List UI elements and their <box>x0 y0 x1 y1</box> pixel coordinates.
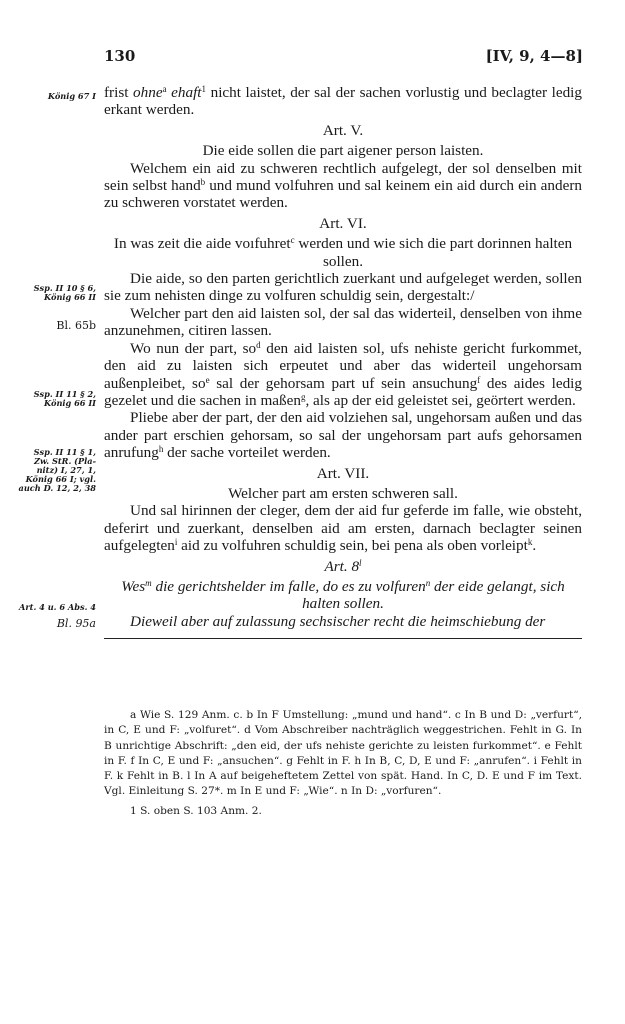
paragraph: Wo nun der part, $so^d$ den aid laisten sol, ufs nehiste gericht furkommet, den aid zu laisten sich erpeutet und aber das widerteil ungehorsam außenpleibet, $so^e$ sal der gehorsam part uf sein ansuchung$^f$ des aides ledig gezelet und die sachen in maßen$^g$, als ap der eid geleistet sei, geörtert werden. <box>104 339 582 409</box>
footnotes <box>104 708 582 819</box>
article-number: Art. VII. <box>316 464 370 482</box>
paragraph: Welcher part den aid laisten sol, der sal das widerteil, denselben von ihme anzunehmen, citiren lassen. <box>104 304 582 340</box>
margin-note: König 66 II <box>44 292 96 302</box>
margin-note: Ssp. II 11 § 1, <box>33 447 96 457</box>
page-number: 130 <box>104 47 136 65</box>
main-text <box>104 84 582 639</box>
paragraph: Die aide, so den parten gerichtlich zuerkant und aufgeleget werden, sollen sie zum nehisten dinge zu volfuren schuldig sein, dergestalt:/ <box>104 270 582 305</box>
paragraph: Welchem ein aid zu schweren rechtlich aufgelegt, der sol denselben mit sein selbst hand$^b$ und mund volfuhren und sal keinem ein aid durch ein andern zu schweren vorstatet werden. <box>104 159 582 212</box>
article-number: Art. V. <box>322 121 364 139</box>
margin-note: Zw. StR. (Pla- <box>34 456 96 466</box>
margin-note: Ssp. II 11 § 2, <box>33 389 96 399</box>
article-heading: In was zeit die aide voıfuhret$^c$ werden und wie sich die part dorinnen halten sollen. <box>113 235 573 270</box>
margin-note: nitz) I, 27, 1, <box>36 465 96 475</box>
paragraph: frist ohne$^a$ ehaft$^1$ nicht laistet, der sal der sachen vorlustig und beclagter ledig erkant werden. <box>104 84 582 119</box>
article-heading: Welcher part am ersten schweren sall. <box>228 484 458 502</box>
paragraph: Und sal hirinnen der cleger, dem der aid fur geferde im falle, wie obsteht, deferirt und zuerkant, denselben aid am ersten, darnach beclagter seinen aufgelegten$^i$ aid zu volfuhren schuldig sein, bei pena als oben vorleipt$^k$. <box>104 502 582 555</box>
footnote-apparatus: a Wie S. 129 Anm. c. b In F Umstellung: „mund und hand“. c In B und D: „verfurt“, in C, E und F: „volfuret“. d Vom Abschreiber nachträglich weggestrichen. Fehlt in G. In B unrichtige Abschrift: „den eid, der ufs nehiste gerichte zu leisten furkommet“. e Fehlt in F. f In C, E und F: „ansuchen“. g Fehlt in F. h In B, C, D, E und F: „anrufen“. i Fehlt in F. k Fehlt in B. l In A auf beigeheftetem Zettel von spät. Hand. In C, D. E und F im Text. Vgl. Einleitung S. 27*. m In E und F: „Wie“. n In D: „vorfuren“. <box>104 709 582 798</box>
section-reference: [IV, 9, 4—8] <box>485 47 583 65</box>
footnote-divider <box>104 638 582 639</box>
margin-note: Bl. 95a <box>56 617 96 630</box>
margin-note: Ssp. II 10 § 6, <box>33 283 96 293</box>
margin-note: Art. 4 u. 6 Abs. 4 <box>19 602 96 612</box>
article-heading: Die eide sollen die part aigener person laisten. <box>202 142 484 160</box>
article-number: Art. 8$^l$ <box>324 557 362 575</box>
margin-note: Bl. 65b <box>56 319 96 332</box>
margin-note: auch D. 12, 2, 38 <box>18 483 96 493</box>
article-number: Art. VI. <box>319 214 367 232</box>
paragraph: Pliebe aber der part, der den aid volziehen sal, ungehorsam außen und das ander part erschien gehorsam, so sal der ungehorsam part aufs gehorsamen anrufung$^h$ der sache vorteilet werden. <box>104 409 582 462</box>
margin-note: König 66 II <box>44 398 96 408</box>
article-heading: Wes$^m$ die gerichtshelder im falle, do es zu volfuren$^n$ der eide gelangt, sich halten sollen. <box>121 577 565 613</box>
margin-note: König 66 I; vgl. <box>25 474 96 484</box>
margin-note: König 67 I <box>47 91 96 101</box>
footnote: 1 S. oben S. 103 Anm. 2. <box>130 804 262 817</box>
paragraph: Dieweil aber auf zulassung sechsischer recht die heimschiebung der <box>130 612 546 630</box>
